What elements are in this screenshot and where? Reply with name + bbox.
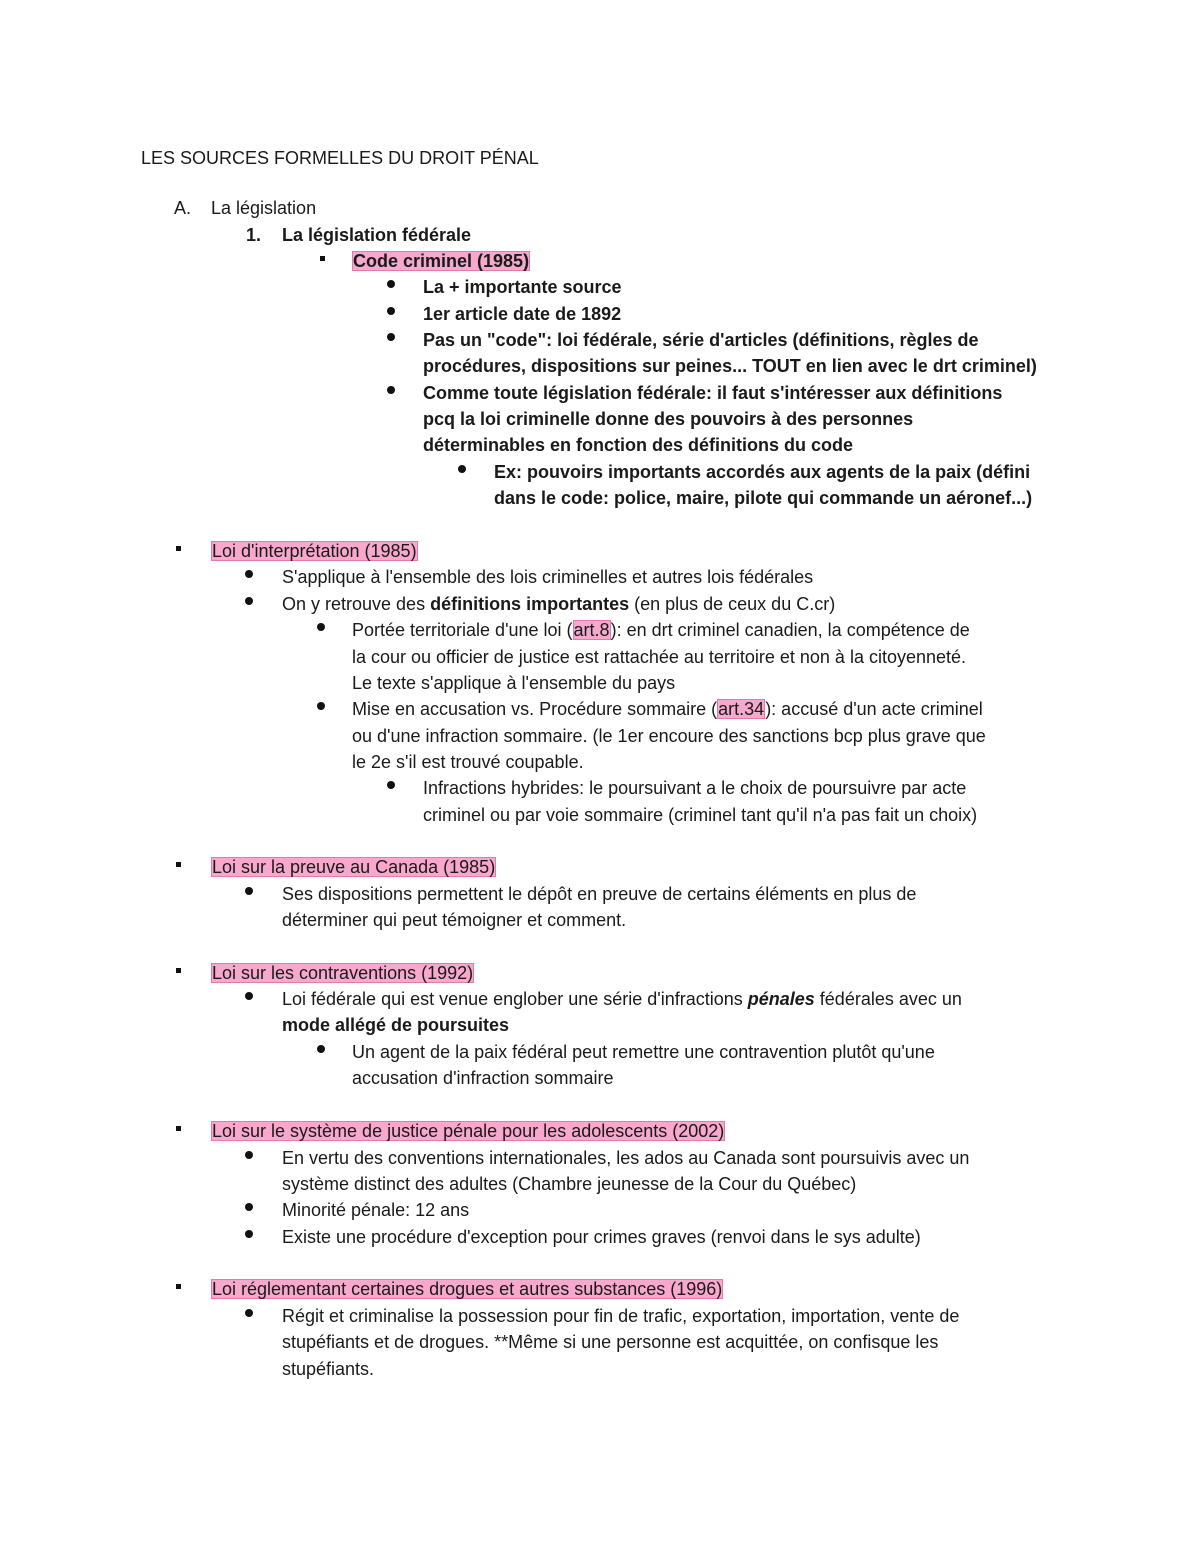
list-item-continued: déterminer qui peut témoigner et comment. (282, 910, 627, 930)
document-title: LES SOURCES FORMELLES DU DROIT PÉNAL (141, 148, 539, 168)
list-item: En vertu des conventions internationales, les ados au Canada sont poursuivis avec un (282, 1148, 970, 1168)
list-item: On y retrouve des définitions importantes (en plus de ceux du C.cr) (282, 594, 836, 614)
bullet-icon (387, 307, 395, 315)
bullet-icon (245, 570, 253, 578)
sub-list-item: Portée territoriale d'une loi (art.8): en drt criminel canadien, la compétence de (352, 620, 970, 640)
bullet-icon (317, 623, 325, 631)
sub-list-item: Un agent de la paix fédéral peut remettre une contravention plutôt qu'une (352, 1042, 935, 1062)
list-item-continued: système distinct des adultes (Chambre jeunesse de la Cour du Québec) (282, 1174, 857, 1194)
sub-list-item: Ex: pouvoirs importants accordés aux agents de la paix (défini (494, 462, 1031, 482)
subsection-heading: La législation fédérale (282, 225, 472, 245)
list-item: La + importante source (423, 277, 622, 297)
bullet-icon (245, 1151, 253, 1159)
list-item: Ses dispositions permettent le dépôt en preuve de certains éléments en plus de (282, 884, 917, 904)
square-bullet-icon (176, 968, 181, 973)
list-item: Régit et criminalise la possession pour fin de trafic, exportation, importation, vente de (282, 1306, 960, 1326)
section-marker: A. (174, 198, 192, 218)
sub-list-item-continued: dans le code: police, maire, pilote qui commande un aéronef...) (494, 488, 1033, 508)
law-heading-adolescents: Loi sur le système de justice pénale pour les adolescents (2002) (212, 1121, 725, 1141)
bullet-icon (387, 333, 395, 341)
list-item: S'applique à l'ensemble des lois criminelles et autres lois fédérales (282, 567, 814, 587)
list-item: Loi fédérale qui est venue englober une série d'infractions pénales fédérales avec un (282, 989, 962, 1009)
square-bullet-icon (176, 862, 181, 867)
law-heading-preuve: Loi sur la preuve au Canada (1985) (212, 857, 496, 877)
list-item-continued: procédures, dispositions sur peines... TOUT en lien avec le drt criminel) (423, 356, 1037, 376)
article-ref-highlight: art.8 (573, 620, 610, 640)
bullet-icon (245, 597, 253, 605)
article-ref-highlight: art.34 (718, 699, 765, 719)
bullet-icon (317, 1045, 325, 1053)
list-item-continued: pcq la loi criminelle donne des pouvoirs à des personnes (423, 409, 914, 429)
sub-list-item-continued: le 2e s'il est trouvé coupable. (352, 752, 584, 772)
bullet-icon (458, 465, 466, 473)
sub-list-item-continued: ou d'une infraction sommaire. (le 1er encoure des sanctions bcp plus grave que (352, 726, 986, 746)
sub-list-item: Mise en accusation vs. Procédure sommaire (art.34): accusé d'un acte criminel (352, 699, 983, 719)
list-item: Existe une procédure d'exception pour crimes graves (renvoi dans le sys adulte) (282, 1227, 921, 1247)
law-heading-drogues: Loi réglementant certaines drogues et autres substances (1996) (212, 1279, 723, 1299)
bullet-icon (387, 386, 395, 394)
nested-list-item-continued: criminel ou par voie sommaire (criminel tant qu'il n'a pas fait un choix) (423, 805, 978, 825)
square-bullet-icon (176, 1126, 181, 1131)
section-heading: La législation (211, 198, 317, 218)
bullet-icon (387, 781, 395, 789)
list-item-continued: stupéfiants. (282, 1359, 375, 1379)
list-item: Minorité pénale: 12 ans (282, 1200, 470, 1220)
bullet-icon (245, 992, 253, 1000)
subsection-marker: 1. (246, 225, 262, 245)
law-heading-code-criminel: Code criminel (1985) (353, 251, 530, 271)
bullet-icon (317, 702, 325, 710)
bullet-icon (245, 1230, 253, 1238)
nested-list-item: Infractions hybrides: le poursuivant a le choix de poursuivre par acte (423, 778, 967, 798)
law-heading-interpretation: Loi d'interprétation (1985) (212, 541, 417, 561)
list-item-continued: déterminables en fonction des définitions du code (423, 435, 854, 455)
sub-list-item-continued: accusation d'infraction sommaire (352, 1068, 614, 1088)
square-bullet-icon (176, 546, 181, 551)
square-bullet-icon (320, 256, 325, 261)
list-item-continued: mode allégé de poursuites (282, 1015, 510, 1035)
bullet-icon (245, 1309, 253, 1317)
list-item: Pas un "code": loi fédérale, série d'articles (définitions, règles de (423, 330, 979, 350)
bullet-icon (245, 1203, 253, 1211)
law-heading-contraventions: Loi sur les contraventions (1992) (212, 963, 474, 983)
sub-list-item-continued: la cour ou officier de justice est rattachée au territoire et non à la citoyenneté. (352, 647, 967, 667)
list-item: 1er article date de 1892 (423, 304, 622, 324)
list-item: Comme toute législation fédérale: il faut s'intéresser aux définitions (423, 383, 1003, 403)
bullet-icon (387, 280, 395, 288)
bullet-icon (245, 887, 253, 895)
list-item-continued: stupéfiants et de drogues. **Même si une personne est acquittée, on confisque les (282, 1332, 939, 1352)
sub-list-item-continued: Le texte s'applique à l'ensemble du pays (352, 673, 676, 693)
square-bullet-icon (176, 1284, 181, 1289)
